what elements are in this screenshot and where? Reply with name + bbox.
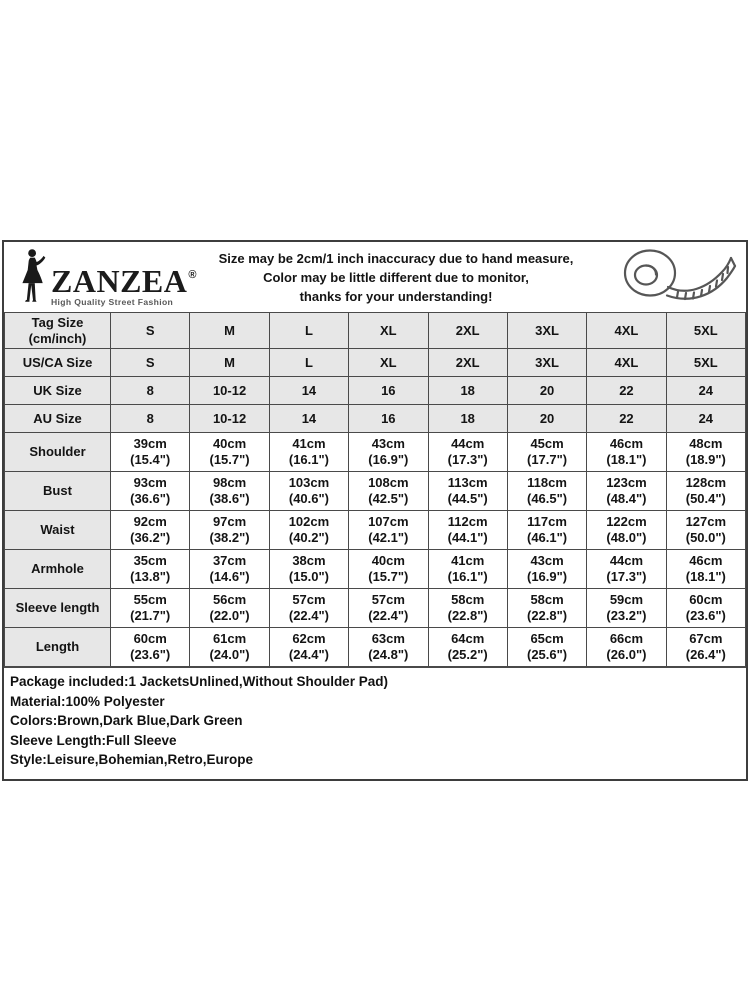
measurement-cell [666, 433, 745, 472]
measurement-cell-text: 43cm [530, 553, 564, 568]
size-cell [666, 377, 745, 405]
measurement-cell-text: (22.4") [368, 608, 409, 623]
row-label-text: US/CA Size [22, 354, 93, 370]
row-label-text: Waist [40, 522, 75, 537]
size-cell [269, 377, 348, 405]
measurement-cell [349, 472, 428, 511]
size-column-cell-text: 4XL [614, 322, 639, 338]
measurement-cell-text: 102cm [288, 514, 330, 529]
table-row [5, 405, 746, 433]
measurement-cell [507, 550, 586, 589]
measurement-cell-text: 63cm [371, 631, 405, 646]
size-column-cell [269, 313, 348, 349]
measurement-cell-text: (22.8") [527, 608, 568, 623]
size-cell-text: 16 [381, 382, 396, 398]
table-row [5, 472, 746, 511]
table-row [5, 433, 746, 472]
size-cell [190, 377, 269, 405]
size-cell-text: 18 [460, 410, 475, 426]
measurement-cell-text: 118cm [527, 475, 567, 490]
size-column-cell [666, 313, 745, 349]
measurement-cell-text: (24.8") [368, 647, 409, 662]
measurement-cell-text: 58cm [530, 592, 564, 607]
measurement-cell-text: (46.5") [527, 491, 568, 506]
measurement-cell-text: (26.0") [606, 647, 647, 662]
brand-text [51, 262, 197, 307]
size-cell-text: 3XL [535, 354, 559, 370]
size-cell-text: 18 [460, 382, 475, 398]
woman-silhouette-icon [18, 248, 48, 306]
measurement-cell [269, 628, 348, 667]
size-cell [428, 349, 507, 377]
measurement-cell-text: (17.7") [527, 452, 568, 467]
size-cell-text: 20 [539, 410, 555, 426]
measurement-cell-text: (15.7") [209, 452, 250, 467]
size-cell [111, 405, 190, 433]
measurement-cell-text: (25.2") [447, 647, 488, 662]
measurement-cell-text: (40.6") [288, 491, 329, 506]
size-table [4, 312, 746, 667]
measurement-cell [587, 628, 666, 667]
header-band [4, 242, 746, 312]
brand-name: ZANZEA® [51, 262, 197, 299]
measurement-cell-text: 112cm [447, 514, 488, 529]
measuring-tape-icon [606, 246, 746, 308]
measurement-cell-text: 127cm [685, 514, 727, 529]
size-cell [666, 405, 745, 433]
measurement-cell-text: 37cm [212, 553, 247, 568]
registered-mark-icon: ® [188, 268, 197, 281]
size-cell [507, 377, 586, 405]
measurement-cell [428, 628, 507, 667]
measurement-cell-text: 93cm [133, 475, 167, 490]
size-cell-text: 22 [619, 410, 634, 426]
size-column-cell-text: 5XL [693, 322, 718, 338]
measurement-cell [587, 550, 666, 589]
size-cell [349, 377, 428, 405]
measurement-cell-text: (21.7") [130, 608, 171, 623]
measurement-cell [666, 589, 745, 628]
row-label [5, 433, 111, 472]
measurement-cell [587, 472, 666, 511]
row-label [5, 472, 111, 511]
measurement-cell [111, 433, 190, 472]
size-cell-text: 8 [146, 410, 154, 426]
measurement-cell-text: 98cm [212, 475, 247, 490]
measurement-cell-text: 64cm [451, 631, 485, 646]
measurement-cell-text: (24.0") [209, 647, 250, 662]
measurement-cell [190, 472, 269, 511]
measurement-cell [587, 511, 666, 550]
measurement-cell [587, 589, 666, 628]
measurement-cell [190, 550, 269, 589]
row-label-text: AU Size [33, 410, 82, 426]
size-column-cell-text: 2XL [455, 322, 480, 338]
row-label-text: Armhole [31, 561, 84, 576]
measurement-cell-text: 97cm [212, 514, 247, 529]
measurement-cell [111, 511, 190, 550]
measurement-cell [507, 589, 586, 628]
measurement-cell [190, 628, 269, 667]
measurement-cell-text: 122cm [606, 514, 647, 529]
measurement-cell-text: (40.2") [288, 530, 329, 545]
measurement-cell-text: 128cm [685, 475, 727, 490]
measurement-cell-text: (16.1") [288, 452, 329, 467]
measurement-cell-text: 57cm [371, 592, 405, 607]
size-cell [190, 349, 269, 377]
measurement-cell-text: (15.4") [130, 452, 171, 467]
size-cell [349, 349, 428, 377]
measurement-cell [666, 550, 745, 589]
measurement-cell [269, 589, 348, 628]
size-cell-text: 4XL [614, 354, 639, 370]
measurement-cell-text: 62cm [292, 631, 326, 646]
measurement-cell-text: (18.1") [606, 452, 647, 467]
measurement-cell-text: (46.1") [527, 530, 568, 545]
measurement-cell-text: 44cm [451, 436, 485, 451]
measurement-cell-text: 40cm [212, 436, 247, 451]
notice-line: thanks for your understanding! [299, 288, 493, 304]
size-cell [666, 349, 745, 377]
measurement-cell-text: 113cm [447, 475, 488, 490]
measurement-cell-text: 92cm [133, 514, 167, 529]
measurement-cell-text: 60cm [133, 631, 167, 646]
measurement-cell [111, 628, 190, 667]
measurement-cell-text: (16.9") [368, 452, 409, 467]
detail-line: Package included:1 JacketsUnlined,Without Shoulder Pad) [10, 674, 388, 689]
measurement-cell-text: (16.1") [447, 569, 488, 584]
size-cell [269, 405, 348, 433]
measurement-cell [269, 472, 348, 511]
size-cell-text: 5XL [693, 354, 718, 370]
size-column-cell-text: L [304, 322, 313, 338]
size-column-cell [349, 313, 428, 349]
size-cell [190, 405, 269, 433]
measurement-cell-text: (15.7") [368, 569, 409, 584]
measurement-cell [666, 472, 745, 511]
size-cell [507, 405, 586, 433]
size-cell-text: 8 [146, 382, 154, 398]
table-row [5, 628, 746, 667]
measurement-cell [349, 589, 428, 628]
measurement-cell-text: (38.6") [209, 491, 250, 506]
size-cell [349, 405, 428, 433]
measurement-cell-text: 107cm [368, 514, 409, 529]
row-label-text: Length [35, 639, 80, 654]
measurement-cell-text: 59cm [609, 592, 644, 607]
size-column-cell [190, 313, 269, 349]
measurement-cell [190, 511, 269, 550]
measurement-cell [269, 433, 348, 472]
size-cell [111, 377, 190, 405]
measurement-cell-text: 43cm [371, 436, 405, 451]
measurement-cell-text: 108cm [368, 475, 409, 490]
measurement-cell [349, 511, 428, 550]
size-table-body [5, 313, 746, 667]
measurement-cell [587, 433, 666, 472]
measurement-cell-text: 45cm [530, 436, 564, 451]
measurement-cell-text: (38.2") [209, 530, 250, 545]
row-label [5, 589, 111, 628]
measure-notice [186, 249, 606, 306]
row-label-text: Tag Size [31, 314, 84, 330]
size-cell-text: 14 [301, 410, 317, 426]
table-row [5, 550, 746, 589]
measurement-cell [507, 628, 586, 667]
measurement-cell [111, 472, 190, 511]
measurement-cell-text: (25.6") [527, 647, 568, 662]
size-cell-text: 10-12 [212, 410, 247, 426]
size-cell [269, 349, 348, 377]
measurement-cell-text: 46cm [609, 436, 644, 451]
measurement-cell-text: (15.0") [288, 569, 329, 584]
measurement-cell-text: (18.1") [685, 569, 726, 584]
row-label [5, 349, 111, 377]
measurement-cell-text: (22.0") [209, 608, 250, 623]
size-cell [507, 349, 586, 377]
table-row [5, 511, 746, 550]
measurement-cell [507, 511, 586, 550]
detail-line: Sleeve Length:Full Sleeve [10, 732, 177, 748]
measurement-cell-text: 67cm [689, 631, 723, 646]
measurement-cell-text: (17.3") [606, 569, 647, 584]
measurement-cell-text: (23.6") [685, 608, 726, 623]
size-cell-text: 24 [698, 410, 714, 426]
row-label-text: Bust [43, 483, 72, 498]
measurement-cell-text: (50.4") [685, 491, 726, 506]
brand-tagline: High Quality Street Fashion [51, 296, 174, 307]
measurement-cell-text: (42.5") [368, 491, 409, 506]
measurement-cell-text: (44.5") [447, 491, 488, 506]
size-column-cell-text: XL [380, 322, 397, 338]
measurement-cell-text: (17.3") [447, 452, 488, 467]
detail-line: Colors:Brown,Dark Blue,Dark Green [10, 713, 243, 728]
row-label-text: UK Size [33, 382, 82, 398]
measurement-cell-text: (26.4") [685, 647, 726, 662]
measurement-cell-text: 66cm [609, 631, 644, 646]
measurement-cell [507, 433, 586, 472]
measurement-cell-text: 44cm [609, 553, 644, 568]
measurement-cell-text: (48.0") [606, 530, 647, 545]
size-cell [587, 405, 666, 433]
size-cell-text: 10-12 [212, 382, 247, 398]
measurement-cell-text: 117cm [527, 514, 567, 529]
table-row [5, 349, 746, 377]
measurement-cell [111, 550, 190, 589]
measurement-cell-text: (14.6") [209, 569, 250, 584]
detail-line: Material:100% Polyester [10, 693, 165, 709]
row-label [5, 377, 111, 405]
measurement-cell [428, 433, 507, 472]
measurement-cell [666, 628, 745, 667]
measurement-cell-text: (22.4") [288, 608, 329, 623]
size-cell-text: S [145, 354, 155, 370]
measurement-cell-text: (23.6") [130, 647, 171, 662]
measurement-cell-text: 55cm [133, 592, 167, 607]
measurement-cell-text: (36.2") [130, 530, 171, 545]
measurement-cell-text: 65cm [530, 631, 564, 646]
row-label [5, 550, 111, 589]
measurement-cell-text: (48.4") [606, 491, 647, 506]
measurement-cell-text: 56cm [212, 592, 247, 607]
row-label [5, 313, 111, 349]
measurement-cell-text: (42.1") [368, 530, 409, 545]
table-row [5, 589, 746, 628]
measurement-cell [190, 433, 269, 472]
measurement-cell [349, 550, 428, 589]
measurement-cell-text: (36.6") [130, 491, 171, 506]
measurement-cell [349, 628, 428, 667]
measurement-cell-text: (22.8") [447, 608, 488, 623]
size-column-cell [587, 313, 666, 349]
measurement-cell [428, 511, 507, 550]
brand-logo [4, 248, 197, 307]
measurement-cell-text: 123cm [606, 475, 647, 490]
measurement-cell [269, 550, 348, 589]
measurement-cell-text: 48cm [689, 436, 723, 451]
measurement-cell-text: (13.8") [130, 569, 171, 584]
size-cell-text: M [224, 354, 235, 370]
row-label-text: Sleeve length [15, 600, 100, 615]
size-cell-text: 22 [619, 382, 634, 398]
size-column-cell [428, 313, 507, 349]
product-details [4, 667, 746, 779]
measurement-cell-text: 41cm [292, 436, 326, 451]
size-cell [587, 377, 666, 405]
size-cell [428, 405, 507, 433]
measurement-cell-text: 35cm [133, 553, 167, 568]
row-label [5, 628, 111, 667]
size-cell-text: 24 [698, 382, 714, 398]
size-column-cell [111, 313, 190, 349]
size-cell-text: 20 [539, 382, 555, 398]
detail-line: Style:Leisure,Bohemian,Retro,Europe [10, 752, 254, 767]
size-cell-text: XL [380, 354, 397, 370]
size-chart-sheet [2, 240, 748, 781]
measurement-cell [111, 589, 190, 628]
table-row [5, 377, 746, 405]
measurement-cell-text: 41cm [451, 553, 485, 568]
row-label [5, 405, 111, 433]
measurement-cell-text: 58cm [451, 592, 485, 607]
size-cell-text: 16 [381, 410, 396, 426]
measurement-cell-text: 39cm [133, 436, 167, 451]
table-row-tag-size [5, 313, 746, 349]
measurement-cell-text: 57cm [292, 592, 326, 607]
row-label [5, 511, 111, 550]
measurement-cell [428, 550, 507, 589]
notice-line: Color may be little different due to monitor, [263, 269, 529, 285]
measurement-cell-text: 38cm [292, 553, 326, 568]
measurement-cell-text: 46cm [689, 553, 723, 568]
size-cell-text: 2XL [455, 354, 480, 370]
notice-line: Size may be 2cm/1 inch inaccuracy due to hand measure, [218, 250, 574, 266]
measurement-cell-text: (44.1") [447, 530, 488, 545]
size-column-cell-text: M [224, 322, 235, 338]
size-column-cell [507, 313, 586, 349]
measurement-cell-text: (50.0") [685, 530, 726, 545]
measurement-cell [190, 589, 269, 628]
size-cell [587, 349, 666, 377]
measurement-cell-text: 61cm [212, 631, 247, 646]
measurement-cell-text: (23.2") [606, 608, 647, 623]
measurement-cell [428, 472, 507, 511]
size-cell-text: L [304, 354, 313, 370]
measurement-cell-text: 40cm [371, 553, 405, 568]
measurement-cell [666, 511, 745, 550]
measurement-cell-text: 103cm [288, 475, 330, 490]
measurement-cell [349, 433, 428, 472]
measurement-cell-text: 60cm [689, 592, 723, 607]
size-cell [428, 377, 507, 405]
row-label-text: (cm/inch) [28, 330, 87, 346]
row-label-text: Shoulder [29, 444, 86, 459]
measurement-cell [507, 472, 586, 511]
size-column-cell-text: S [145, 322, 155, 338]
measurement-cell [428, 589, 507, 628]
measurement-cell-text: (24.4") [288, 647, 329, 662]
size-cell-text: 14 [301, 382, 317, 398]
size-cell [111, 349, 190, 377]
measurement-cell [269, 511, 348, 550]
measurement-cell-text: (18.9") [685, 452, 726, 467]
size-column-cell-text: 3XL [535, 322, 559, 338]
measurement-cell-text: (16.9") [527, 569, 568, 584]
